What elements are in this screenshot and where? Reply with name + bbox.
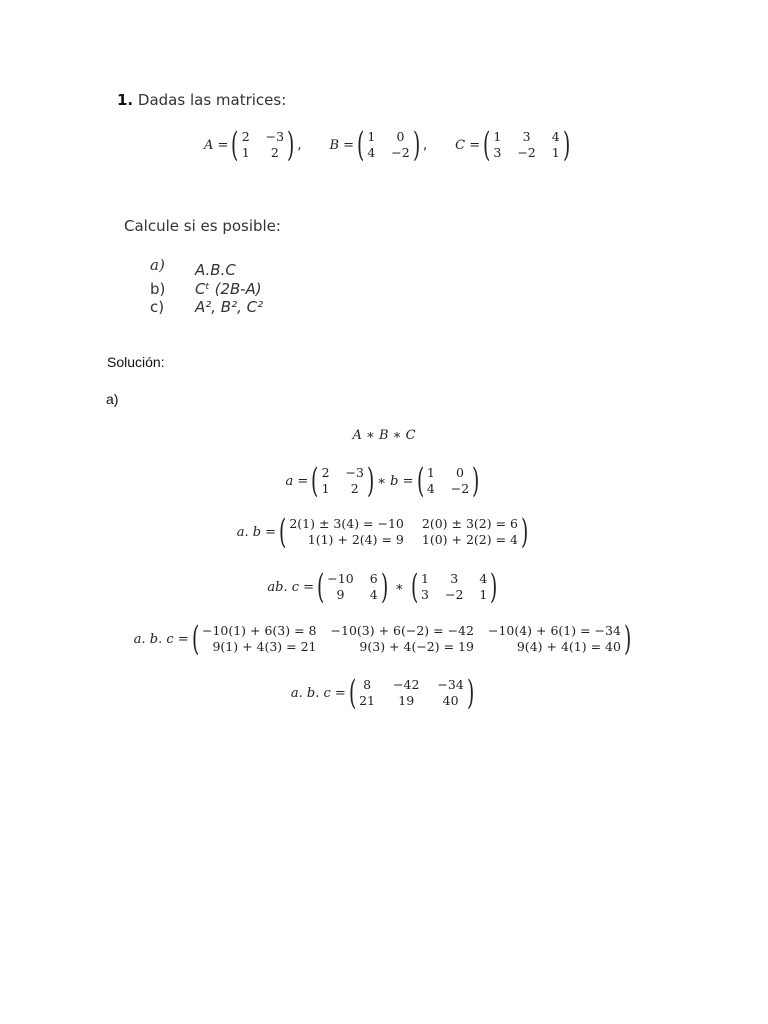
item-c-letter: c): [150, 298, 165, 316]
step-a-times-b: [0, 461, 768, 501]
step5-cell: 19: [398, 693, 415, 708]
step1-matrix-a: ( 2 −3 1 2 ): [311, 461, 375, 501]
step-ab-times-c: [0, 567, 768, 607]
step1-a-cell: 2: [321, 465, 330, 480]
item-a-text: A.B.C: [195, 261, 236, 279]
step-abc-expansion: [0, 619, 768, 659]
step5-cell: 40: [442, 693, 459, 708]
step4-label: a. b. c =: [133, 631, 189, 647]
step5-cell: −34: [437, 677, 464, 692]
solution-part-label: a): [106, 391, 119, 407]
step1-a-cell: 1: [321, 481, 330, 496]
step4-cell: −10(1) + 6(3) = 8: [201, 623, 317, 638]
item-c-text: A², B², C²: [195, 298, 264, 316]
step1-a-cell: 2: [350, 481, 359, 496]
step3-matrix-c: ( 1 3 4 3 −2 1 ): [410, 567, 498, 607]
matrix-c: ( 1 3 4 3 −2 1 ): [483, 125, 570, 165]
item-b-letter: b): [150, 280, 166, 298]
step-abc-result: [0, 673, 768, 713]
matrix-a: ( 2 −3 1 2 ): [231, 125, 295, 165]
step5-cell: 8: [363, 677, 372, 692]
step3-c-cell: 1: [479, 587, 488, 602]
matrix-c-cell: 4: [551, 129, 560, 144]
step2-label: a. b =: [236, 524, 277, 540]
step3-c-cell: −2: [444, 587, 464, 602]
matrix-b-cell: 0: [396, 129, 405, 144]
step3-c-cell: 4: [479, 571, 488, 586]
matrix-b: ( 1 0 4 −2 ): [357, 125, 420, 165]
step5-cell: 21: [359, 693, 376, 708]
step2-cell: 1(1) + 2(4) = 9: [307, 532, 404, 547]
step4-cell: −10(4) + 6(1) = −34: [487, 623, 621, 638]
step4-cell: 9(3) + 4(−2) = 19: [359, 639, 474, 654]
step1-b-cell: 4: [426, 481, 435, 496]
step3-ab-cell: −10: [327, 571, 354, 586]
matrix-a-cell: −3: [265, 129, 285, 144]
step-abc: [0, 428, 768, 443]
step4-matrix: ( −10(1) + 6(3) = 8 −10(3) + 6(−2) = −42 −10(4) + 6(1) = −34 9(1) + 4(3) = 21 9(3) + 4(−2) = 19 9(4) + 4(1) = 40 ): [191, 619, 632, 659]
step1-matrix-b: ( 1 0 4 −2 ): [416, 461, 480, 501]
step3-c-cell: 3: [421, 587, 429, 602]
step2-cell: 2(0) ± 3(2) = 6: [421, 516, 519, 531]
matrix-b-label: B =: [329, 137, 355, 153]
step3-matrix-ab: ( −10 6 9 4 ): [317, 567, 388, 607]
matrix-c-cell: 3: [522, 129, 531, 144]
matrix-a-separator: ,: [297, 137, 302, 153]
step3-label: ab. c =: [267, 579, 315, 595]
matrix-b-cell: −2: [391, 145, 410, 160]
matrix-b-separator: ,: [422, 137, 428, 153]
step5-cell: −42: [393, 677, 420, 692]
matrix-a-label: A =: [204, 137, 229, 153]
step1-b-cell: 1: [426, 465, 435, 480]
matrix-c-label: C =: [455, 137, 481, 153]
problem-number: 1.: [117, 91, 134, 109]
step3-ab-cell: 4: [369, 587, 378, 602]
step3-ab-cell: 9: [336, 587, 345, 602]
matrix-a-cell: 2: [270, 145, 279, 160]
step1-a-cell: −3: [345, 465, 364, 480]
solution-title: Solución:: [107, 354, 165, 370]
matrix-c-cell: −2: [517, 145, 536, 160]
problem-heading-text: Dadas las matrices:: [137, 91, 287, 109]
matrix-b-cell: 1: [367, 129, 376, 144]
matrix-c-cell: 3: [493, 145, 502, 160]
item-a-letter: a): [150, 256, 165, 274]
matrix-c-cell: 1: [551, 145, 560, 160]
step3-op: ∗: [394, 579, 404, 595]
step1-b-cell: 0: [456, 465, 464, 480]
step2-cell: 2(1) ± 3(4) = −10: [289, 516, 404, 531]
matrix-b-cell: 4: [367, 145, 376, 160]
step3-c-cell: 3: [450, 571, 459, 586]
step1-op: ∗ b =: [377, 473, 414, 489]
step4-cell: 9(1) + 4(3) = 21: [212, 639, 317, 654]
step-ab-expansion: [0, 512, 768, 552]
step4-cell: −10(3) + 6(−2) = −42: [330, 623, 474, 638]
step4-cell: 9(4) + 4(1) = 40: [516, 639, 621, 654]
matrix-a-cell: 2: [241, 129, 250, 144]
step5-label: a. b. c =: [290, 685, 346, 701]
given-matrices: [204, 125, 573, 165]
step5-matrix: ( 8 −42 −34 21 19 40 ): [348, 673, 475, 713]
step2-cell: 1(0) + 2(2) = 4: [421, 532, 519, 547]
step3-c-cell: 1: [421, 571, 429, 586]
step-abc-text: A ∗ B ∗ C: [352, 428, 416, 443]
step1-a-label: a =: [285, 473, 309, 489]
matrix-a-cell: 1: [241, 145, 250, 160]
instruction-text: Calcule si es posible:: [124, 217, 281, 235]
step3-ab-cell: 6: [369, 571, 378, 586]
matrix-c-cell: 1: [493, 129, 502, 144]
item-b-text: Cᵗ (2B-A): [195, 280, 262, 298]
step2-matrix: ( 2(1) ± 3(4) = −10 2(0) ± 3(2) = 6 1(1) + 2(4) = 9 1(0) + 2(2) = 4 ): [279, 512, 529, 552]
problem-heading: [117, 91, 286, 109]
step1-b-cell: −2: [450, 481, 470, 496]
